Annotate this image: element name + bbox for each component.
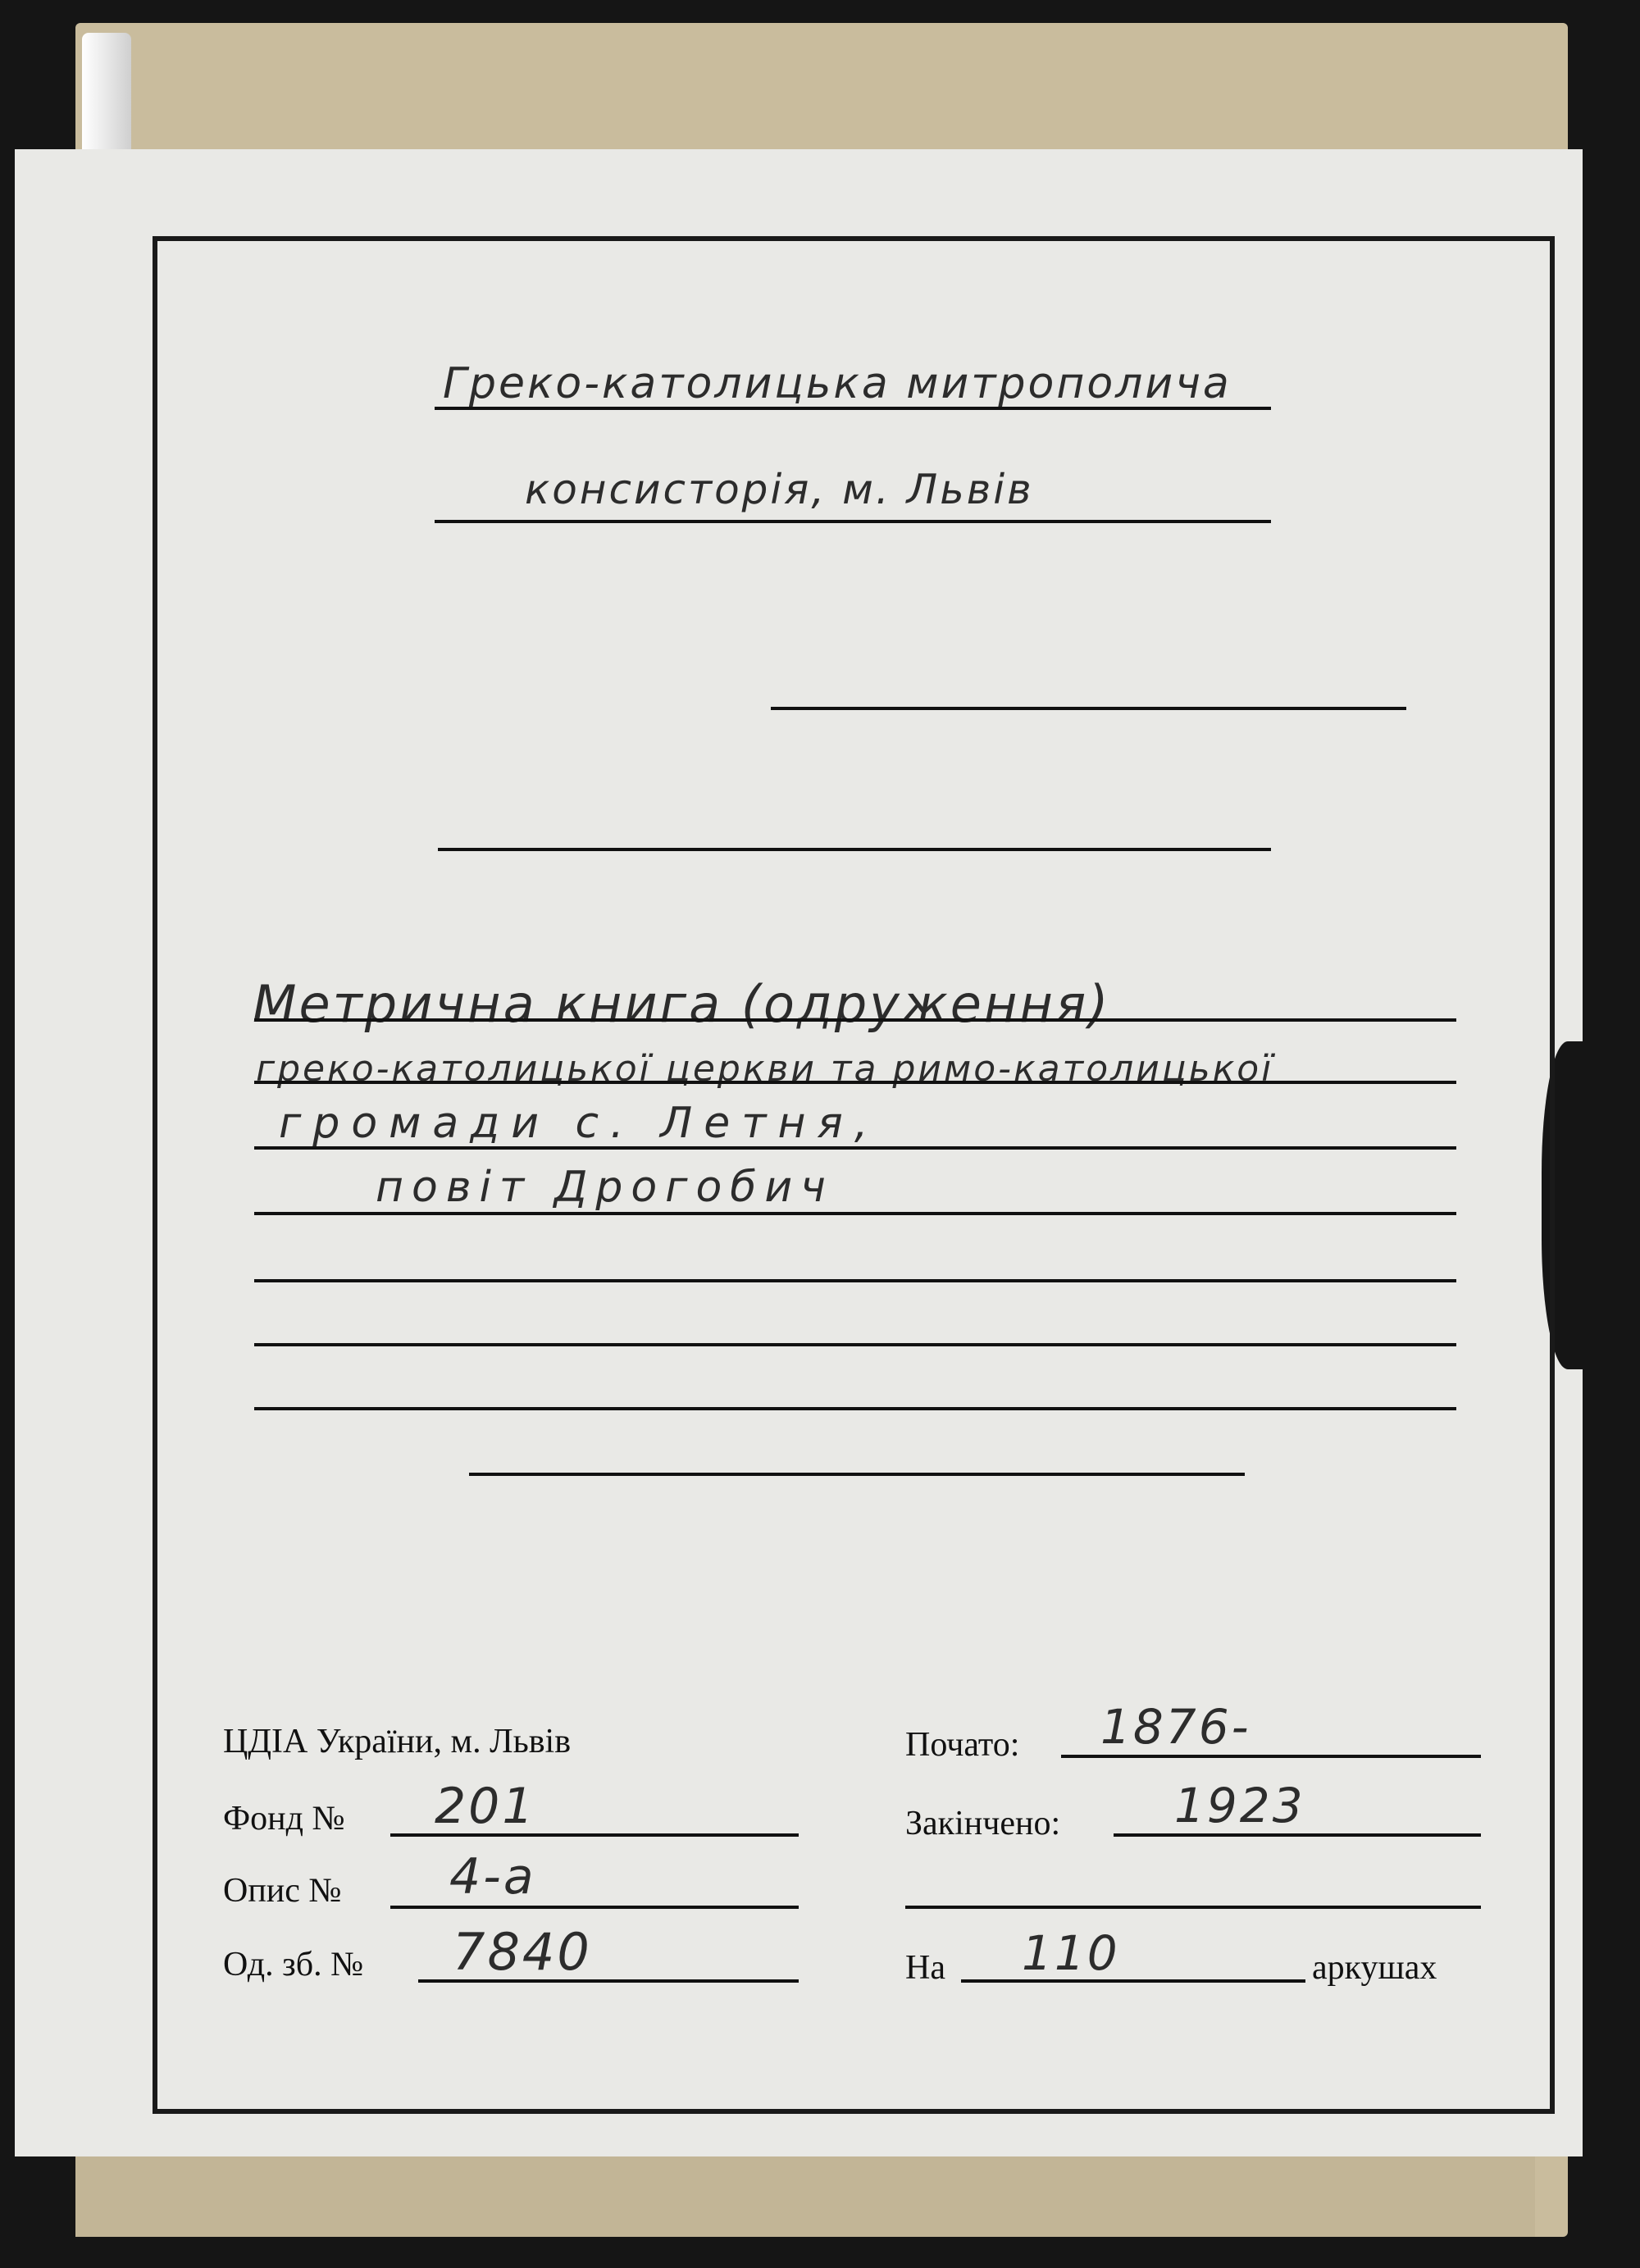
title-rule-1 bbox=[254, 1018, 1456, 1022]
blank-right-rule bbox=[905, 1906, 1481, 1909]
header-line-2: консисторія, м. Львів bbox=[525, 466, 1034, 513]
odzb-label: Од. зб. № bbox=[223, 1946, 364, 1983]
sheets-value: 110 bbox=[1022, 1925, 1120, 1981]
title-line-3: громади с. Летня, bbox=[279, 1099, 880, 1148]
opys-rule bbox=[390, 1906, 799, 1909]
blank-rule-4 bbox=[254, 1343, 1456, 1346]
title-line-4: повіт Дрогобич bbox=[376, 1163, 834, 1212]
sheets-suffix: аркушах bbox=[1312, 1949, 1437, 1987]
header-rule-2 bbox=[435, 520, 1271, 523]
blank-rule-5 bbox=[254, 1407, 1456, 1410]
blank-rule-2 bbox=[438, 848, 1271, 851]
title-rule-2 bbox=[254, 1081, 1456, 1084]
sheets-rule bbox=[961, 1979, 1305, 1983]
started-label: Почато: bbox=[905, 1726, 1020, 1764]
odzb-value: 7840 bbox=[453, 1922, 592, 1982]
cover-frame bbox=[153, 236, 1555, 2114]
fond-label: Фонд № bbox=[223, 1800, 345, 1838]
started-value: 1876- bbox=[1100, 1699, 1251, 1755]
archive-institution: ЦДІА України, м. Львів bbox=[223, 1723, 572, 1760]
finished-rule bbox=[1114, 1833, 1481, 1837]
opys-label: Опис № bbox=[223, 1872, 342, 1910]
header-rule-1 bbox=[435, 407, 1271, 410]
title-rule-4 bbox=[254, 1212, 1456, 1215]
fond-value: 201 bbox=[435, 1778, 536, 1835]
odzb-rule bbox=[418, 1979, 799, 1983]
header-line-1: Греко-католицька митрополича bbox=[443, 359, 1232, 408]
blank-rule-6 bbox=[469, 1473, 1245, 1476]
blank-rule-1 bbox=[771, 707, 1406, 710]
title-rule-3 bbox=[254, 1146, 1456, 1150]
title-line-1: Метрична книга (одруження) bbox=[253, 974, 1111, 1034]
opys-value: 4-а bbox=[449, 1848, 536, 1906]
sheets-prefix: На bbox=[905, 1949, 945, 1987]
finished-label: Закінчено: bbox=[905, 1805, 1061, 1842]
spine-paper-roll bbox=[82, 33, 131, 156]
finished-value: 1923 bbox=[1174, 1778, 1305, 1833]
started-rule bbox=[1061, 1755, 1481, 1758]
title-line-2: греко-католицької церкви та римо-католицької bbox=[256, 1048, 1274, 1090]
blank-rule-3 bbox=[254, 1279, 1456, 1282]
fond-rule bbox=[390, 1833, 799, 1837]
